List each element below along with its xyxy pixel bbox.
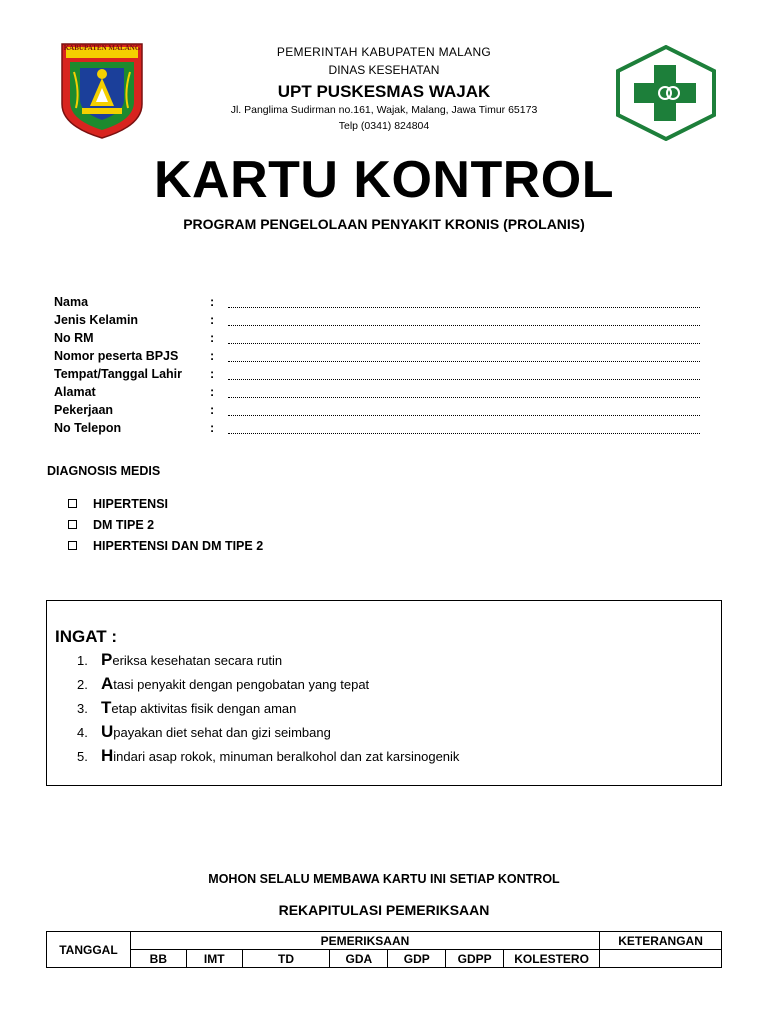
reminder-list: [77, 650, 459, 770]
field-dotted-line[interactable]: [228, 423, 700, 434]
recap-title: REKAPITULASI PEMERIKSAAN: [278, 902, 490, 918]
header-pemeriksaan: PEMERIKSAAN: [130, 932, 599, 950]
reminder-number: 1.: [77, 653, 88, 668]
field-colon: :: [210, 421, 215, 435]
field-dotted-line[interactable]: [228, 297, 700, 308]
field-label: No RM: [54, 331, 94, 345]
reminder-number: 2.: [77, 677, 88, 692]
keterangan-cell[interactable]: [600, 950, 722, 968]
subheader-gdp: GDP: [388, 950, 446, 968]
header-tanggal: TANGGAL: [47, 932, 131, 968]
header-department: DINAS KESEHATAN: [328, 63, 440, 77]
recap-table: [46, 931, 722, 968]
reminder-initial: U: [101, 722, 114, 741]
reminder-initial: T: [101, 698, 112, 717]
logo-caption: KABUPATEN MALANG: [63, 44, 141, 52]
field-colon: :: [210, 331, 215, 345]
field-dotted-line[interactable]: [228, 315, 700, 326]
checkbox[interactable]: [68, 499, 77, 508]
subheader-td: TD: [242, 950, 330, 968]
diagnosis-option-dm-tipe-2: [68, 514, 263, 535]
reminder-box: [46, 600, 722, 786]
bring-card-note: MOHON SELALU MEMBAWA KARTU INI SETIAP KONTROL: [208, 872, 560, 886]
page-subtitle: PROGRAM PENGELOLAAN PENYAKIT KRONIS (PROLANIS): [183, 216, 585, 232]
reminder-title: INGAT :: [55, 627, 118, 646]
reminder-item: [77, 650, 459, 674]
table-subheader-row: [47, 950, 722, 968]
checkbox[interactable]: [68, 541, 77, 550]
field-no-rm: [54, 329, 714, 347]
reminder-initial: P: [101, 650, 113, 669]
field-colon: :: [210, 385, 215, 399]
subheader-bb: BB: [130, 950, 186, 968]
field-pekerjaan: [54, 401, 714, 419]
header-address: Jl. Panglima Sudirman no.161, Wajak, Malang, Jawa Timur 65173: [230, 104, 538, 116]
diagnosis-title: DIAGNOSIS MEDIS: [47, 464, 161, 478]
diagnosis-option-hipertensi: [68, 493, 263, 514]
field-no-telepon: [54, 419, 714, 437]
header-government: PEMERINTAH KABUPATEN MALANG: [276, 45, 492, 59]
diagnosis-options: [68, 493, 263, 556]
reminder-text: tasi penyakit dengan pengobatan yang tepat: [113, 677, 370, 692]
subheader-gda: GDA: [330, 950, 388, 968]
field-label: Alamat: [54, 385, 96, 399]
field-label: Nama: [54, 295, 89, 309]
field-nama: [54, 293, 714, 311]
field-jenis-kelamin: [54, 311, 714, 329]
field-colon: :: [210, 295, 215, 309]
reminder-text: indari asap rokok, minuman beralkohol dan zat karsinogenik: [113, 749, 460, 764]
field-colon: :: [210, 367, 215, 381]
reminder-number: 4.: [77, 725, 88, 740]
subheader-imt: IMT: [186, 950, 242, 968]
field-dotted-line[interactable]: [228, 351, 700, 362]
field-nomor-bpjs: [54, 347, 714, 365]
field-dotted-line[interactable]: [228, 369, 700, 380]
field-dotted-line[interactable]: [228, 333, 700, 344]
field-label: Tempat/Tanggal Lahir: [54, 367, 183, 381]
field-label: No Telepon: [54, 421, 122, 435]
table-header-row: [47, 932, 722, 950]
reminder-text: payakan diet sehat dan gizi seimbang: [113, 725, 331, 740]
reminder-text: etap aktivitas fisik dengan aman: [111, 701, 297, 716]
reminder-item: [77, 698, 459, 722]
reminder-initial: A: [101, 674, 114, 693]
field-colon: :: [210, 313, 215, 327]
reminder-initial: H: [101, 746, 114, 765]
reminder-item: [77, 722, 459, 746]
diagnosis-option-hipertensi-dm: [68, 535, 263, 556]
diagnosis-option-label: DM TIPE 2: [93, 517, 155, 532]
page-title: KARTU KONTROL: [153, 151, 614, 209]
reminder-number: 3.: [77, 701, 88, 716]
field-label: Pekerjaan: [54, 403, 114, 417]
reminder-item: [77, 674, 459, 698]
field-label: Nomor peserta BPJS: [54, 349, 179, 363]
field-tempat-tanggal-lahir: [54, 365, 714, 383]
field-label: Jenis Kelamin: [54, 313, 139, 327]
checkbox[interactable]: [68, 520, 77, 529]
field-alamat: [54, 383, 714, 401]
field-colon: :: [210, 349, 215, 363]
reminder-text: eriksa kesehatan secara rutin: [112, 653, 283, 668]
diagnosis-option-label: HIPERTENSI DAN DM TIPE 2: [93, 538, 264, 553]
field-dotted-line[interactable]: [228, 405, 700, 416]
subheader-gdpp: GDPP: [446, 950, 504, 968]
patient-identity-fields: [54, 293, 714, 437]
header-keterangan: KETERANGAN: [600, 932, 722, 950]
reminder-item: [77, 746, 459, 770]
subheader-kolestero: KOLESTERO: [504, 950, 600, 968]
reminder-number: 5.: [77, 749, 88, 764]
field-colon: :: [210, 403, 215, 417]
field-dotted-line[interactable]: [228, 387, 700, 398]
diagnosis-option-label: HIPERTENSI: [93, 496, 169, 511]
header-institution: UPT PUSKESMAS WAJAK: [277, 82, 491, 101]
header-phone: Telp (0341) 824804: [338, 120, 430, 132]
